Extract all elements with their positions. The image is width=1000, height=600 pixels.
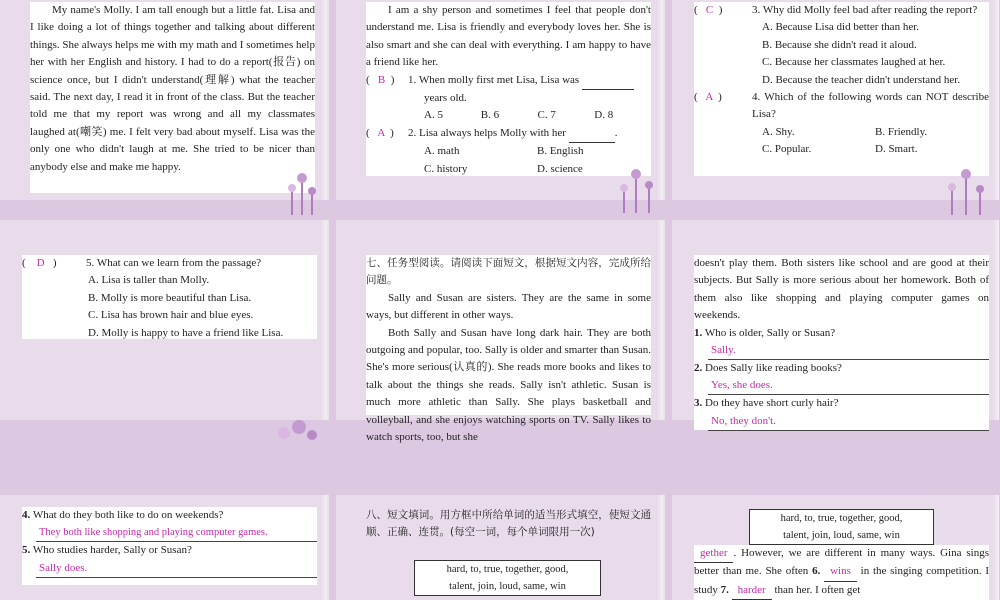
question-3: ( C ) 3. Why did Molly feel bad after reading the report? [694,4,978,16]
reading-questions-card: ( D ) 5. What can we learn from the passage? A. Lisa is taller than Molly. B. Molly is more beautiful than Lisa. C. Lisa has brown hair and blue eyes. D. Molly is happy to have a friend like Lisa. [22,255,317,339]
reading-questions-card: ( C ) 3. Why did Molly feel bad after reading the report? A. Because Lisa did better than her. B. Because she didn't read it aloud. C. Because her classmates laughed at her. D. Because the teacher didn't understand her. ( A ) 4. Which of the following words can NOT describe Lisa? A. Shy. B. Friendly. C. Popular. D. Smart. [694,2,989,176]
blank-7-answer: harder [732,582,772,600]
blank-5-answer: gether [694,545,733,563]
answer-2: A [377,126,385,139]
blank [582,72,634,90]
word-box: hard, to, true, together, good, talent, join, loud, same, win [414,560,601,596]
answer-3: C [705,4,714,16]
passage-text: doesn't play them. Both sisters like school and are good at their subjects. But Sally is more serious about her homework. Both of them also like shopping and playing computer games on weekends. [694,257,989,322]
answer-line-3: No, they don't. [708,413,989,431]
reading-passage-card [30,2,315,193]
flower-decoration-icon [616,158,658,213]
answer-5: D [36,257,45,269]
flower-decoration-icon [942,160,992,215]
slide-2 [336,0,665,200]
question-1: ( B ) 1. When molly first met Lisa, Lisa was [366,72,651,90]
passage-text: Both Sally and Susan have long dark hair. They are both outgoing and popular, too. Sally is older and smarter than Susan. She's more serious(认真的). She reads more books and likes to talk about the things she reads. Sally isn't athletic. Susan is much more athletic than Sally. She plays basketball and volleyball, and she enjoys watching sports on TV. Sally likes to watch sports, too, but she [366,326,651,444]
slide-8 [336,495,665,600]
blank [569,125,615,143]
question-4: 4. What do they both like to do on weekends? [22,509,224,521]
question-5: 5. Who studies harder, Sally or Susan? [22,544,192,557]
word-box: hard, to, true, together, good, talent, join, loud, same, win [749,509,934,545]
task-reading-card [366,255,651,444]
passage-text: I am a shy person and sometimes I feel that people don't understand me. Lisa is friendly and everybody loves her. She is also smart and she can deal with everything. I am happy to have a friend like her. [366,4,651,69]
answer-1: B [377,73,386,86]
slide-4 [0,220,329,420]
task-reading-answers-card [22,507,317,585]
question-2: ( A ) 2. Lisa always helps Molly with her . [366,125,651,143]
question-2: 2. Does Sally like reading books? [694,362,842,375]
passage-text: Sally and Susan are sisters. They are the same in some ways, but different in other ways. [366,291,651,322]
cloze-instructions-card [366,507,651,600]
answer-line-1: Sally. [708,342,989,360]
question-5: ( D ) 5. What can we learn from the passage? [22,257,262,269]
question-4: ( A ) 4. Which of the following words can NOT describe Lisa? [694,91,989,121]
task-reading-answers-card [694,255,989,430]
answer-4: A [705,91,713,104]
flower-decoration-icon [272,415,322,465]
options-2a: A. math B. English [424,145,584,158]
section-heading: 八、短文填词。用方框中所给单词的适当形式填空，使短文通顺、正确、连贯。 [366,509,651,539]
blank-6-answer: wins [824,563,857,581]
question-1: 1. Who is older, Sally or Susan? [694,326,836,339]
slide-1 [0,0,329,200]
slide-5 [336,220,665,444]
flower-decoration-icon [282,160,322,215]
passage-text: My name's Molly. I am tall enough but a little fat. Lisa and I like doing a lot of things together and talking about different things. She always helps me with my math and I sometimes help her with her English and history. I had to do a report(报告) on science once, but I didn't understand(理解) what the teacher said. The next day, I read it in front of the class. But the teacher told me that my report was wrong and all my classmates laughed at(嘲笑) me. I felt very bad about myself. Lisa was the only one who didn't laugh at me. She tried to be nicer than anybody else and make me happy. [30,4,315,173]
options-1: A. 5 B. 6 C. 7 D. 8 [424,109,614,122]
slide-3 [672,0,999,200]
answer-line-5: Sally does. [36,560,317,578]
slide-6 [672,220,999,427]
slide-9 [672,495,999,600]
slide-7 [0,495,329,600]
cloze-passage-card: gether . However, we are different in many ways. Gina sings better than me. She often 6. wins in the singing competition. I study 7. harder than her. I often get [694,545,989,600]
answer-line-4: They both like shopping and playing computer games. [36,524,317,542]
section-heading: 七、任务型阅读。请阅读下面短文，根据短文内容，完成所给问题。 [366,257,651,287]
question-3: 3. Do they have short curly hair? [694,397,839,410]
answer-line-2: Yes, she does. [708,377,989,395]
instruction-note: (每空一词，每个单词限用一次) [450,526,595,539]
options-2b: C. history D. science [424,162,583,175]
reading-questions-card: I am a shy person and sometimes I feel that people don't understand me. Lisa is friendly and everybody loves her. She is also smart and she can deal with everything. I am happy to have a friend like her. ( B ) 1. When molly first met Lisa, Lisa was years old. A. 5 B. 6 C. 7 D. 8 ( A ) 2. Lisa always helps Molly with her . A. math B. English C. history D. science [366,2,651,176]
